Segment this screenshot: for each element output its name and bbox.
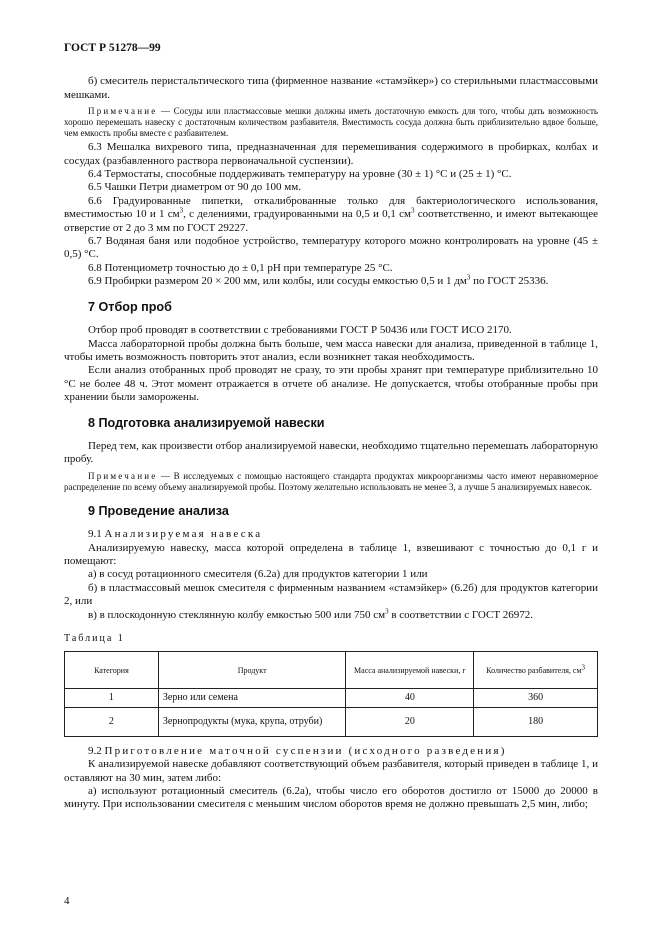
section-8-title: 8 Подготовка анализируемой навески [88,415,325,430]
table-cell: 20 [346,707,474,736]
text-part: в) в плоскодонную стеклянную колбу емкостью 500 или 750 см [88,608,386,621]
list-item-v [64,606,598,622]
paragraph-6-5: 6.5 Чашки Петри диаметром от 90 до 100 мм. [88,181,301,194]
superscript: 3 [385,606,389,615]
note-text: — В исследуемых с помощью настоящего стандарта продуктах микроорганизмы часто имеют неравномерное распределение по всему объему анализируемой пробы. Поэтому желательно использовать не менее 3, а лучше 5 анализируемых навесок. [64,470,598,492]
subsection-title: Анализируемая навеска [104,528,263,541]
superscript: 3 [179,206,184,215]
section-9-title: 9 Проведение анализа [88,503,229,518]
paragraph-6-4: 6.4 Термостаты, способные поддерживать температуру на уровне (30 ± 1) °С и (25 ± 1) °С. [88,168,512,181]
text-part: 6.9 Пробирки размером 20 × 200 мм, или колбы, или сосуды емкостью 0,5 и 1 дм [88,275,467,288]
paragraph-6-8: 6.8 Потенциометр точностью до ± 0,1 pH при температуре 25 °С. [88,261,393,274]
note-vessels [64,106,598,139]
section-7-title: 7 Отбор проб [88,299,172,314]
header-text: Количество разбавителя, см [486,665,582,675]
paragraph-6-9 [64,275,598,288]
table-caption: Таблица 1 [64,633,125,644]
paragraph-mixer-b: б) смеситель перистальтического типа (фирменное название «стамэйкер») со стерильными пластмассовыми мешками. [64,75,598,101]
note-label: Примечание [88,106,158,117]
text-part: по ГОСТ 25336. [470,275,549,288]
superscript: 3 [466,273,471,282]
subsection-9-1-heading [64,528,598,541]
note-distribution [64,471,598,493]
table-cell: 1 [65,689,159,707]
column-header: Масса анализируемой навески, г [346,652,474,689]
paragraph-6-7: 6.7 Водяная баня или подобное устройство, температуру которого можно контролировать на уровне (45 ± 0,5) °С. [64,235,598,261]
subsection-number: 9.2 [88,744,105,757]
list-item-b: б) в пластмассовый мешок смесителя с фирменным названием «стамэйкер» (6.2б) для продуктов категории 2, или [64,581,598,608]
superscript: 3 [410,206,415,215]
subsection-number: 9.1 [88,528,105,541]
table-cell: 2 [65,707,159,736]
page-number: 4 [64,895,70,907]
subsection-9-1-paragraph: Анализируемую навеску, масса которой определена в таблице 1, взвешивают с точностью до 0,1 г и помещают: [64,541,598,567]
note-label: Примечание [88,470,158,481]
section-7-paragraph-2: Масса лабораторной пробы должна быть больше, чем масса навески для анализа, приведенной в таблице 1, чтобы иметь возможность повторить этот анализ, если возникнет такая необходимость. [64,337,598,363]
list-item-a: а) используют ротационный смеситель (6.2а), чтобы число его оборотов достигло от 15000 до 20000 в минуту. При использовании смесителя с меньшим числом оборотов время не должно превышать 2,5 мин, либо; [64,785,598,811]
column-header [474,652,598,689]
paragraph-6-3: 6.3 Мешалка вихревого типа, предназначенная для перемешивания содержимого в пробирках, колбах и сосудах (разбавленного раствора первоначальной суспензии). [64,141,598,167]
list-item-a: а) в сосуд ротационного смесителя (6.2а) для продуктов категории 1 или [88,568,428,581]
table-cell: Зерно или семена [158,689,346,707]
text-part: , с делениями, градуированными на 0,5 и 0,1 см [183,208,411,221]
superscript: 3 [581,663,586,672]
table-cell: 180 [474,707,598,736]
text-part: соответственно, и имеют вытекающее отверстие от 2 до 3 мм по ГОСТ 29227. [64,208,598,234]
text-part: в соответствии с ГОСТ 26972. [388,608,534,621]
table-row [65,707,598,736]
note-text: — Сосуды или пластмассовые мешки должны иметь достаточную емкость для того, чтобы дать возможность хорошо перемешать навеску с достаточным количеством разбавителя. Вместимость сосуда должна быть приблизительно вдвое больше, чем емкость пробы вместе с разбавителем. [64,106,598,139]
table-header-row [65,652,598,689]
data-table [64,651,598,736]
paragraph-6-6 [64,195,598,235]
subsection-9-2-heading [64,745,598,758]
subsection-9-2-paragraph: К анализируемой навеске добавляют соответствующий объем разбавителя, который приведен в таблице 1, и оставляют на 30 мин, затем либо: [64,758,598,784]
table-cell: 40 [346,689,474,707]
table-cell: Зернопродукты (мука, крупа, отруби) [158,707,346,736]
table-cell: 360 [474,689,598,707]
table-row [65,689,598,707]
column-header: Категория [65,652,159,689]
section-7-paragraph-1: Отбор проб проводят в соответствии с требованиями ГОСТ Р 50436 или ГОСТ ИСО 2170. [88,324,512,337]
document-header: ГОСТ Р 51278—99 [64,42,161,54]
text-part: 6.6 Градуированные пипетки, откалиброванные только для бактериологического использования, вместимостью 10 и 1 см [64,194,598,221]
section-8-paragraph-1: Перед тем, как произвести отбор анализируемой навески, необходимо тщательно перемешать лабораторную пробу. [64,439,598,466]
subsection-title: Приготовление маточной суспензии (исходного разведения) [104,744,507,757]
section-7-paragraph-3: Если анализ отобранных проб проводят не сразу, то эти пробы хранят при температуре приблизительно 10 °С не более 48 ч. Этот момент отражается в отчете об анализе. Не допускается, чтобы отобранные пробы при хранении были заморожены. [64,364,598,404]
column-header: Продукт [158,652,346,689]
